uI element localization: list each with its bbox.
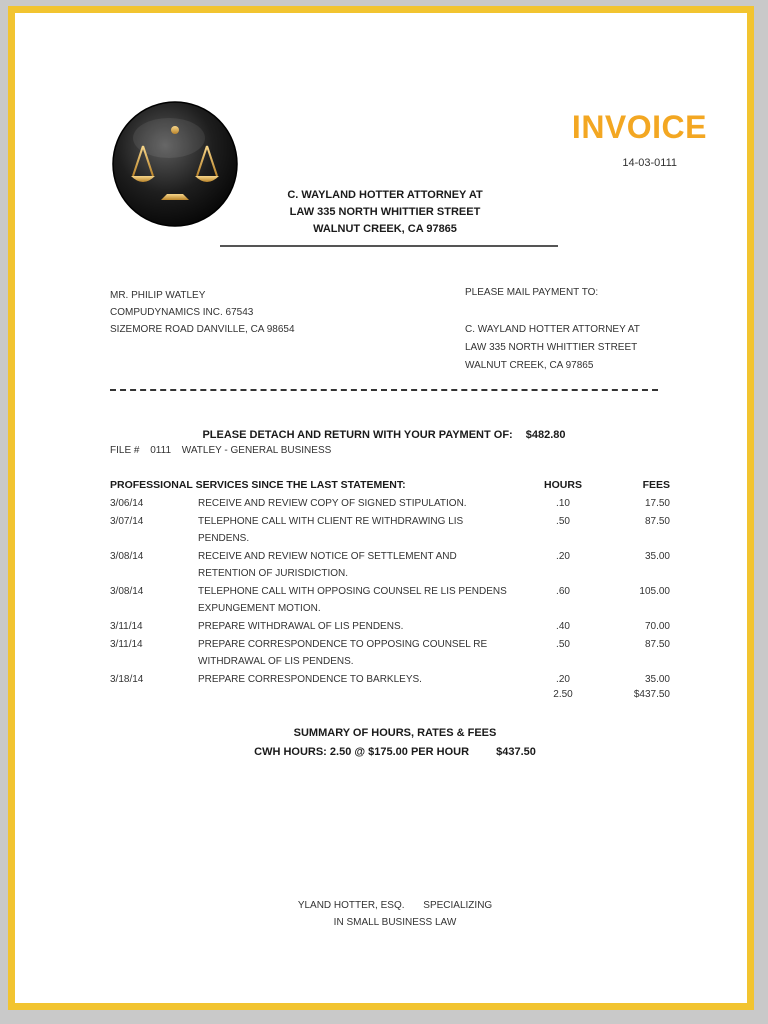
file-description: WATLEY - GENERAL BUSINESS	[181, 445, 332, 456]
file-number: 0111	[150, 445, 172, 456]
footer-specializing: SPECIALIZING	[423, 900, 493, 911]
total-hours: 2.50	[553, 689, 573, 700]
row-description: PREPARE CORRESPONDENCE TO OPPOSING COUNSEL RE WITHDRAWAL OF LIS PENDENS.	[198, 639, 488, 667]
row-description: RECEIVE AND REVIEW COPY OF SIGNED STIPULATION.	[198, 498, 467, 509]
table-row	[110, 548, 670, 582]
services-totals-row	[110, 689, 670, 706]
row-hours: .50	[556, 516, 570, 527]
services-heading: PROFESSIONAL SERVICES SINCE THE LAST STATEMENT:	[110, 479, 406, 491]
row-hours: .10	[556, 498, 570, 509]
services-table	[110, 479, 670, 706]
detach-dashed-divider	[110, 389, 658, 391]
row-description: PREPARE WITHDRAWAL OF LIS PENDENS.	[198, 621, 404, 632]
row-hours: .20	[556, 674, 570, 685]
row-date: 3/06/14	[110, 498, 144, 509]
table-row	[110, 513, 670, 547]
row-description: TELEPHONE CALL WITH OPPOSING COUNSEL RE LIS PENDENS EXPUNGEMENT MOTION.	[198, 586, 507, 614]
summary-title: SUMMARY OF HOURS, RATES & FEES	[293, 727, 497, 739]
client-company: COMPUDYNAMICS INC. 67543	[110, 307, 254, 318]
firm-header-line: LAW 335 NORTH WHITTIER STREET	[289, 206, 481, 218]
footer	[245, 897, 545, 931]
invoice-page	[8, 6, 754, 1010]
client-address-block	[110, 287, 295, 338]
firm-header-line: WALNUT CREEK, CA 97865	[313, 223, 457, 235]
row-hours: .20	[556, 551, 570, 562]
total-fees: $437.50	[633, 689, 670, 700]
summary-total: $437.50	[496, 746, 536, 758]
row-date: 3/11/14	[110, 621, 143, 632]
mail-payment-label: PLEASE MAIL PAYMENT TO:	[465, 287, 599, 298]
summary-line	[195, 746, 595, 758]
header-divider	[220, 245, 558, 247]
remit-line: LAW 335 NORTH WHITTIER STREET	[465, 342, 638, 353]
row-description: RECEIVE AND REVIEW NOTICE OF SETTLEMENT AND RETENTION OF JURISDICTION.	[198, 551, 457, 579]
fees-column-header: FEES	[642, 479, 670, 491]
row-date: 3/08/14	[110, 551, 144, 562]
file-label: FILE #	[110, 445, 140, 456]
row-date: 3/18/14	[110, 674, 144, 685]
row-hours: .50	[556, 639, 570, 650]
table-row	[110, 583, 670, 617]
payment-amount: $482.80	[525, 429, 566, 441]
row-date: 3/07/14	[110, 516, 144, 527]
firm-header-line: C. WAYLAND HOTTER ATTORNEY AT	[287, 189, 483, 201]
invoice-number: 14-03-0111	[622, 157, 677, 169]
row-fee: 17.50	[644, 498, 670, 509]
scales-of-justice-logo-icon	[111, 100, 239, 228]
detach-text: PLEASE DETACH AND RETURN WITH YOUR PAYMENT OF:	[202, 429, 513, 441]
row-description: TELEPHONE CALL WITH CLIENT RE WITHDRAWING LIS PENDENS.	[198, 516, 464, 544]
row-fee: 70.00	[644, 621, 670, 632]
client-address: SIZEMORE ROAD DANVILLE, CA 98654	[110, 324, 295, 335]
file-reference	[110, 445, 339, 456]
detach-instruction	[110, 429, 658, 441]
row-hours: .60	[556, 586, 570, 597]
row-fee: 87.50	[644, 639, 670, 650]
hours-column-header: HOURS	[544, 479, 582, 491]
summary-rate: 2.50 @ $175.00 PER HOUR	[329, 746, 470, 758]
row-fee: 35.00	[644, 551, 670, 562]
table-row	[110, 618, 670, 635]
remit-address-block	[465, 321, 640, 375]
summary-label: CWH HOURS:	[254, 746, 327, 758]
row-fee: 87.50	[644, 516, 670, 527]
row-date: 3/11/14	[110, 639, 143, 650]
table-row	[110, 495, 670, 512]
services-table-header	[110, 479, 670, 495]
row-fee: 105.00	[639, 586, 670, 597]
table-row	[110, 671, 670, 688]
table-row	[110, 636, 670, 670]
remit-line: C. WAYLAND HOTTER ATTORNEY AT	[465, 324, 640, 335]
footer-line: IN SMALL BUSINESS LAW	[333, 917, 457, 928]
footer-line	[245, 897, 545, 914]
row-description: PREPARE CORRESPONDENCE TO BARKLEYS.	[198, 674, 422, 685]
row-fee: 35.00	[644, 674, 670, 685]
row-date: 3/08/14	[110, 586, 144, 597]
firm-header	[275, 187, 495, 238]
row-hours: .40	[556, 621, 570, 632]
client-name: MR. PHILIP WATLEY	[110, 290, 206, 301]
invoice-title: INVOICE	[571, 109, 707, 145]
remit-line: WALNUT CREEK, CA 97865	[465, 360, 594, 371]
footer-name: YLAND HOTTER, ESQ.	[297, 900, 405, 911]
